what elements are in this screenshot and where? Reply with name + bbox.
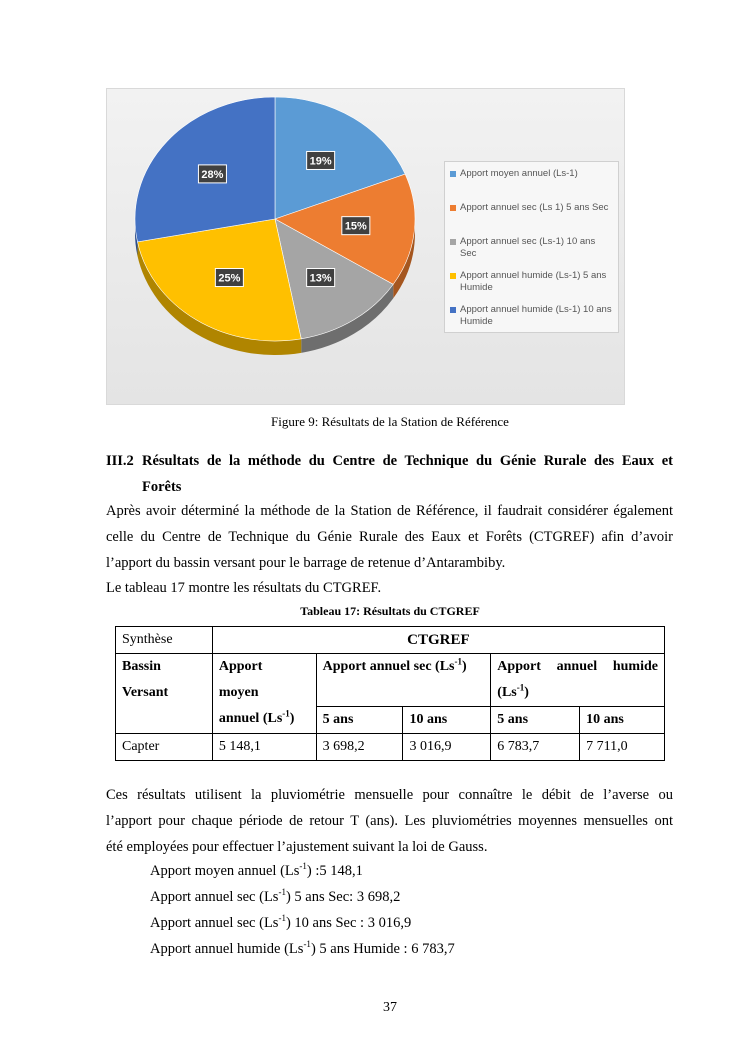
header-synthese: Synthèse [116,627,213,654]
pie-data-label [307,151,335,169]
legend-swatch [450,205,456,211]
header-sec-5ans: 5 ans [316,707,403,734]
pie-data-label-text: 13% [309,272,332,285]
list-item: Apport annuel $\sec (Ls^{-1})$ 10 ans Sec : 3 016,9 [150,913,412,931]
header-text: moyen [218,685,259,700]
legend-item [450,304,613,338]
legend-label: Apport annuel sec (Ls-1) 10 ans Sec [460,236,596,259]
legend-label: Apport annuel humide (Ls-1) 5 ans Humide [460,270,607,293]
legend-swatch [450,307,456,313]
section-number: III.2 [106,453,134,469]
table-caption: Tableau 17: Résultats du CTGREF [300,604,480,618]
legend-swatch [450,239,456,245]
legend-swatch [450,273,456,279]
header-humide-10ans: 10 ans [580,707,665,734]
table-cell: Capter [116,734,213,761]
results-list [150,858,670,962]
pie-data-label [307,269,335,287]
legend-item [450,202,613,236]
legend-item [450,270,613,304]
table-cell: 3 016,9 [403,734,491,761]
chart-legend [444,161,619,333]
table-cell: 5 148,1 [212,734,316,761]
paragraph-line: celle du Centre de Technique du Génie Rurale des Eaux et Forêts (CTGREF) afin d’avoir [106,529,673,545]
legend-label: Apport annuel humide (Ls-1) 10 ans Humide [460,304,612,327]
legend-item [450,236,613,270]
section-heading [106,448,673,500]
table-header-row [116,627,665,654]
table-cell: 7 711,0 [580,734,665,761]
paragraph-intro [106,498,673,600]
header-apport-humide [491,654,665,707]
legend-swatch [450,171,456,177]
pie-data-label-text: 15% [344,220,367,233]
legend-item [450,168,613,202]
section-title-line1: Résultats de la méthode du Centre de Technique du Génie Rurale des Eaux et [142,453,673,469]
table-row [116,734,665,761]
legend-label: Apport annuel sec (Ls 1) 5 ans Sec [460,202,609,213]
list-item: Apport moyen annuel $(Ls^{-1})$ :5 148,1 [150,861,363,879]
table-header-row [116,654,665,707]
header-ctgref: CTGREF [212,627,664,654]
pie-data-label-text: 19% [309,155,332,168]
pie-data-label-text: 28% [201,168,224,181]
table-cell: 3 698,2 [316,734,403,761]
paragraph-line: été employées pour effectuer l’ajustement suivant la loi de Gauss. [106,839,488,855]
figure-caption: Figure 9: Résultats de la Station de Référence [271,414,509,429]
header-bassin-versant [116,654,213,734]
paragraph-line: Le tableau 17 montre les résultats du CTGREF. [106,580,382,596]
header-text: $(Ls^{-1})$ [497,682,529,700]
pie-data-label [198,165,226,183]
header-humide-5ans: 5 ans [491,707,580,734]
header-apport-sec: Apport annuel $\sec (Ls^{-1})$ [316,654,491,707]
pie-data-label [215,269,243,287]
header-text: annuel $(Ls^{-1})$ [218,708,295,726]
pie-chart-figure [106,88,625,405]
pie-data-label [342,217,370,235]
page-number: 37 [383,1000,397,1015]
list-item: Apport annuel humide $(Ls^{-1})$ 5 ans Humide : 6 783,7 [150,939,455,957]
paragraph-method [106,782,673,860]
header-text: Versant [122,685,169,700]
legend-label: Apport moyen annuel (Ls-1) [460,168,578,179]
section-title-line2: Forêts [142,479,182,495]
header-apport-moyen [212,654,316,734]
list-item: Apport annuel $\sec (Ls^{-1})$ 5 ans Sec: 3 698,2 [150,887,401,905]
header-text: Apport annuel humide [497,659,658,674]
paragraph-line: l’apport pour chaque période de retour T (ans). Les pluviométries moyennes mensuelles ont [106,813,673,829]
paragraph-line: l’apport du bassin versant pour le barrage de retenue d’Antarambiby. [106,555,506,571]
table-cell: 6 783,7 [491,734,580,761]
paragraph-line: Après avoir déterminé la méthode de la Station de Référence, il faudrait considérer également [106,503,673,519]
header-text: Bassin [122,659,161,674]
results-table [115,626,665,761]
header-text: Apport [218,659,263,674]
pie-data-label-text: 25% [218,272,241,285]
header-sec-10ans: 10 ans [403,707,491,734]
paragraph-line: Ces résultats utilisent la pluviométrie mensuelle pour connaître le débit de l’averse ou [106,787,673,803]
